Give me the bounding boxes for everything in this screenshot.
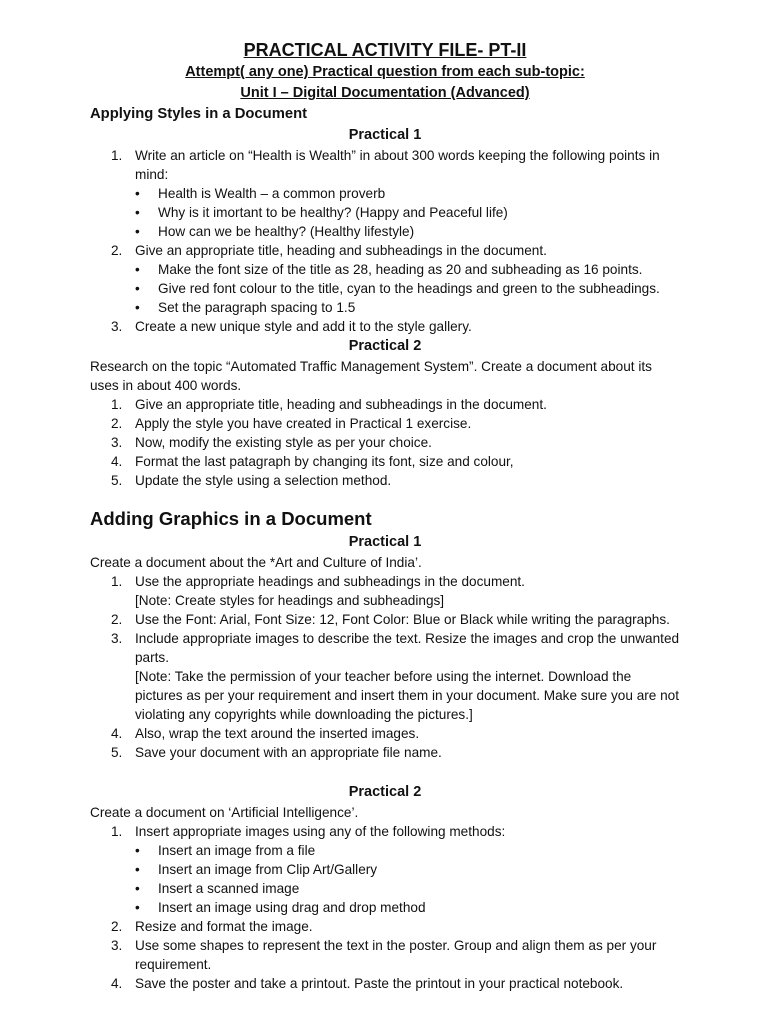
- bullet-item: • Health is Wealth – a common proverb: [90, 184, 680, 203]
- list-item: [90, 917, 680, 936]
- practical-heading: Practical 1: [348, 534, 422, 550]
- bullet-item: • Insert an image from a file: [90, 841, 680, 860]
- list-number: 3.: [111, 938, 123, 953]
- unit-heading: Unit I – Digital Documentation (Advanced): [240, 85, 530, 101]
- list-item: [90, 146, 680, 184]
- list-item-text: Save your document with an appropriate file name.: [135, 745, 442, 760]
- list-item-text: Update the style using a selection method.: [135, 473, 392, 488]
- list-item-text: Also, wrap the text around the inserted images.: [135, 726, 420, 741]
- list-item-text: Format the last patagraph by changing its font, size and colour,: [135, 454, 514, 469]
- practical-intro: Create a document about the *Art and Culture of India’.: [90, 555, 422, 570]
- list-item-text: Resize and format the image.: [135, 919, 313, 934]
- list-item: [90, 317, 680, 336]
- list-number: 1.: [111, 574, 123, 589]
- list-number: 4.: [111, 976, 123, 991]
- list-number: 1.: [111, 824, 123, 839]
- practical-heading: Practical 2: [348, 784, 422, 800]
- numbered-list: [90, 146, 680, 184]
- list-item-note: [Note: Create styles for headings and subheadings]: [135, 593, 445, 608]
- list-number: 1.: [111, 148, 123, 163]
- list-item: [90, 452, 680, 471]
- list-item-text: Apply the style you have created in Practical 1 exercise.: [135, 416, 472, 431]
- practical-intro: Create a document on ‘Artificial Intelligence’.: [90, 805, 359, 820]
- list-item-note: [Note: Take the permission of your teacher before using the internet. Download the pictures as per your requirement and insert them in your document. Make sure you are not violating any copyrights while downloading the pictures.]: [135, 669, 680, 722]
- list-number: 2.: [111, 243, 123, 258]
- list-item: [90, 629, 680, 724]
- list-item: [90, 395, 680, 414]
- list-item-text: Use the Font: Arial, Font Size: 12, Font Color: Blue or Black while writing the paragraphs.: [135, 612, 670, 627]
- bullet-item: • Make the font size of the title as 28, heading as 20 and subheading as 16 points.: [90, 260, 680, 279]
- list-number: 4.: [111, 454, 123, 469]
- list-item-text: Now, modify the existing style as per your choice.: [135, 435, 432, 450]
- bullet-list: [90, 260, 680, 317]
- practical-intro: Research on the topic “Automated Traffic Management System”. Create a document about its uses in about 400 words.: [90, 359, 652, 393]
- list-item-text: Give an appropriate title, heading and subheadings in the document.: [135, 397, 547, 412]
- list-number: 5.: [111, 473, 123, 488]
- list-item: [90, 743, 680, 762]
- list-item: [90, 822, 680, 841]
- list-number: 3.: [111, 319, 123, 334]
- list-number: 4.: [111, 726, 123, 741]
- list-number: 3.: [111, 435, 123, 450]
- bullet-item: • Set the paragraph spacing to 1.5: [90, 298, 680, 317]
- numbered-list: [90, 241, 680, 260]
- section-heading-adding-graphics: Adding Graphics in a Document: [90, 508, 372, 529]
- bullet-item: • Insert an image using drag and drop method: [90, 898, 680, 917]
- list-number: 3.: [111, 631, 123, 646]
- list-item: [90, 414, 680, 433]
- list-item: [90, 974, 680, 993]
- bullet-list: [90, 184, 680, 241]
- document-title: PRACTICAL ACTIVITY FILE- PT-II: [243, 40, 527, 60]
- list-item: [90, 241, 680, 260]
- list-item: [90, 471, 680, 490]
- list-item-text: Create a new unique style and add it to the style gallery.: [135, 319, 472, 334]
- list-item-text: Insert appropriate images using any of the following methods:: [135, 824, 506, 839]
- numbered-list: [90, 572, 680, 762]
- bullet-item: • How can we be healthy? (Healthy lifestyle): [90, 222, 680, 241]
- practical-heading: Practical 2: [348, 338, 422, 354]
- list-item-text: Give an appropriate title, heading and subheadings in the document.: [135, 243, 547, 258]
- list-number: 2.: [111, 612, 123, 627]
- list-item-text: Include appropriate images to describe the text. Resize the images and crop the unwanted parts.: [135, 631, 680, 665]
- list-item-text: Save the poster and take a printout. Paste the printout in your practical notebook.: [135, 976, 624, 991]
- list-number: 2.: [111, 416, 123, 431]
- list-item: [90, 433, 680, 452]
- numbered-list: [90, 395, 680, 490]
- list-item: [90, 610, 680, 629]
- practical-heading: Practical 1: [348, 127, 422, 143]
- list-number: 1.: [111, 397, 123, 412]
- bullet-item: • Why is it imortant to be healthy? (Happy and Peaceful life): [90, 203, 680, 222]
- numbered-list: [90, 917, 680, 993]
- list-item-text: Write an article on “Health is Wealth” in about 300 words keeping the following points in mind:: [135, 148, 660, 182]
- bullet-item: • Insert an image from Clip Art/Gallery: [90, 860, 680, 879]
- instruction-line: Attempt( any one) Practical question from each sub-topic:: [185, 64, 585, 80]
- list-item: [90, 724, 680, 743]
- numbered-list: [90, 317, 680, 336]
- list-item-text: Use the appropriate headings and subheadings in the document.: [135, 574, 525, 589]
- list-number: 2.: [111, 919, 123, 934]
- list-number: 5.: [111, 745, 123, 760]
- section-heading-applying-styles: Applying Styles in a Document: [90, 106, 308, 122]
- list-item-text: Use some shapes to represent the text in the poster. Group and align them as per your requirement.: [135, 938, 657, 972]
- list-item: [90, 936, 680, 974]
- numbered-list: [90, 822, 680, 841]
- list-item: [90, 572, 680, 610]
- bullet-item: • Insert a scanned image: [90, 879, 680, 898]
- bullet-list: [90, 841, 680, 917]
- bullet-item: • Give red font colour to the title, cyan to the headings and green to the subheadings.: [90, 279, 680, 298]
